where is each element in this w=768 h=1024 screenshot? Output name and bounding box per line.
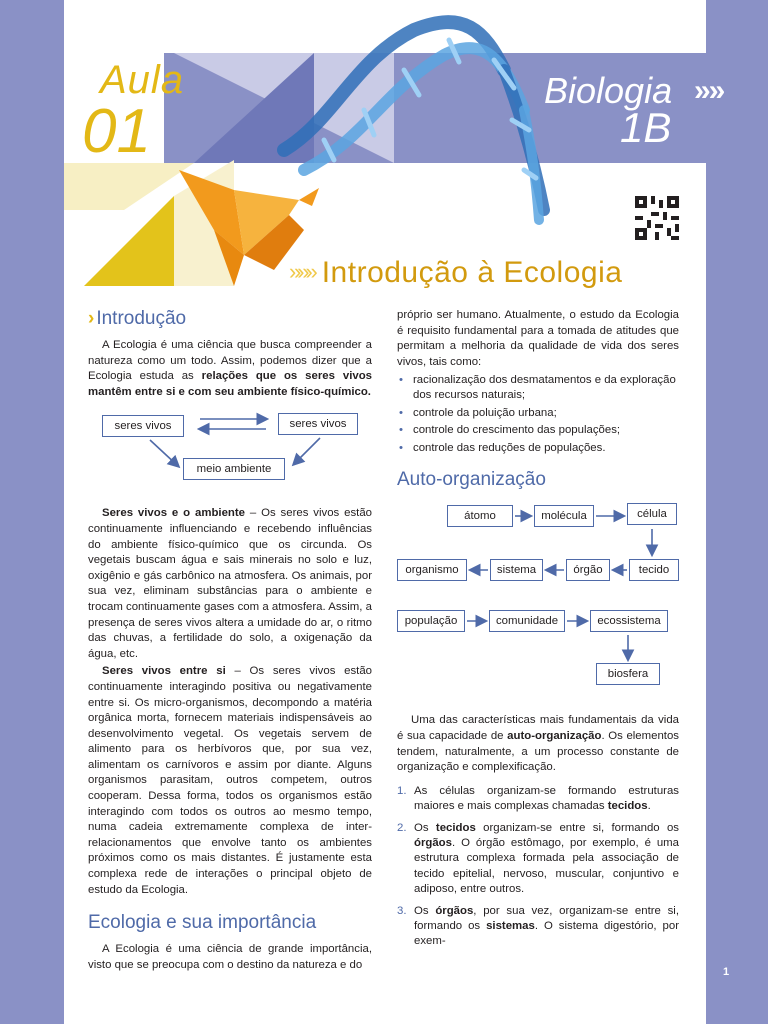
importance-paragraph: A Ecologia é uma ciência de grande importância, visto que se preocupa com o destino da natureza e do	[88, 943, 372, 971]
page	[64, 0, 706, 1024]
intro-heading: › Introdução	[88, 308, 187, 329]
qr-code-icon[interactable]	[635, 196, 679, 240]
continuation-paragraph: próprio ser humano. Atualmente, o estudo da Ecologia é requisito fundamental para a tomada de atitudes que permitam a melhoria da qualidade de vida dos seres vivos, tais como:	[397, 309, 679, 368]
box-celula: célula	[627, 503, 677, 525]
seres-vivos-ambiente-paragraph: Seres vivos e o ambiente – Os seres vivos estão continuamente influenciando e recebendo influências do ambiente físico-químico que os circunda. Os vegetais buscam água e sais minerais no solo e luz, oxigênio e gás carbônico na atmosfera. Os animais, por sua vez, eliminam substâncias para o ambiente e trocam continuamente gases com a atmosfera. Assim, a presença de seres vivos altera a umidade do ar, o ritmo das chuvas, a fertilidade do solo, a oxigenação da água, etc.	[88, 507, 373, 660]
list-item: 1. As células organizam-se formando estruturas maiores e mais complexas chamadas tecidos.	[397, 784, 679, 813]
box-biosfera: biosfera	[596, 663, 660, 685]
box-molecula: molécula	[534, 505, 594, 527]
box-sistema: sistema	[490, 559, 543, 581]
box-organismo: organismo	[397, 559, 467, 581]
diagram1-arrows	[88, 412, 372, 502]
page-title-text: Introdução à Ecologia	[321, 256, 623, 289]
seres-vivos-entre-si-paragraph: Seres vivos entre si – Os seres vivos estão continuamente interagindo positiva ou negativamente entre si. Os micro-organismos, decompondo a matéria orgânica morta, fornecem materiais indispensáveis ao desenvolvimento vegetal. Os vegetais servem de alimento para os herbívoros que, por sua vez, alimentam os carnívoros e assim por diante. Alguns organismos parasitam, outros competem, outros cooperam. Dessa forma, todos os organismos estão interagindo com todos os outros ao mesmo tempo, numa cadeia extremamente complexa de inter-relacionamentos que envolve tanto os ambientes próximos como os mais distantes. É justamente esta complexa rede de interações o principal objeto de estudo da Ecologia.	[88, 665, 372, 896]
auto-organization-paragraph: Uma das características mais fundamentais da vida é sua capacidade de auto-organização. Os elementos tendem, naturalmente, a um processo constante de organização e complexificação.	[397, 714, 679, 774]
box-tecido: tecido	[629, 559, 679, 581]
right-margin-band	[706, 0, 768, 1024]
intro-paragraph: A Ecologia é uma ciência que busca compreender a natureza como um todo. Assim, podemos dizer que a Ecologia estuda as relações que os seres vivos mantêm entre si e com seu ambiente físico-químico.	[88, 339, 372, 398]
page-number: 1	[722, 966, 730, 978]
box-meio-ambiente: meio ambiente	[183, 458, 285, 480]
list-item: • racionalização dos desmatamentos e da exploração dos recursos naturais;	[397, 373, 679, 402]
header-artwork	[64, 0, 706, 300]
box-seres-vivos-left: seres vivos	[102, 415, 184, 437]
heading-chevron-icon: ›	[88, 308, 95, 329]
lesson-word: Aula	[100, 58, 185, 102]
list-item: • controle do crescimento das populações;	[397, 423, 679, 438]
list-item: 2. Os tecidos organizam-se entre si, formando os órgãos. O órgão estômago, por exemplo, é uma estrutura complexa formada pela associação de tecido epitelial, nervoso, muscular, conjuntivo e adiposo, entre outros.	[397, 821, 679, 896]
subject-title: Biologia	[544, 70, 673, 111]
list-item: • controle das reduções de populações.	[397, 441, 679, 456]
box-populacao: população	[397, 610, 465, 632]
list-item: 3. Os órgãos, por sua vez, organizam-se entre si, formando os sistemas. O sistema digestório, por exem-	[397, 904, 680, 948]
box-ecossistema: ecossistema	[590, 610, 668, 632]
list-item: • controle da poluição urbana;	[397, 406, 679, 421]
relations-diagram	[88, 412, 372, 502]
left-column	[88, 308, 372, 973]
box-atomo: átomo	[447, 505, 513, 527]
lesson-number: 01	[82, 97, 151, 166]
box-seres-vivos-right: seres vivos	[278, 413, 358, 435]
subject-chevrons-icon: »»	[694, 74, 724, 107]
title-chevron-icon: »»»	[289, 259, 314, 284]
box-comunidade: comunidade	[489, 610, 565, 632]
organization-levels-diagram	[397, 499, 679, 689]
importance-heading: Ecologia e sua importância	[88, 912, 317, 934]
subject-code: 1B	[620, 104, 672, 151]
bullet-list	[397, 373, 679, 455]
page-title	[289, 256, 622, 290]
auto-organization-heading: Auto-organização	[397, 469, 546, 491]
right-column	[397, 308, 679, 956]
diagram2-arrows	[397, 499, 679, 689]
steps-list	[397, 784, 679, 950]
box-orgao: órgão	[566, 559, 610, 581]
